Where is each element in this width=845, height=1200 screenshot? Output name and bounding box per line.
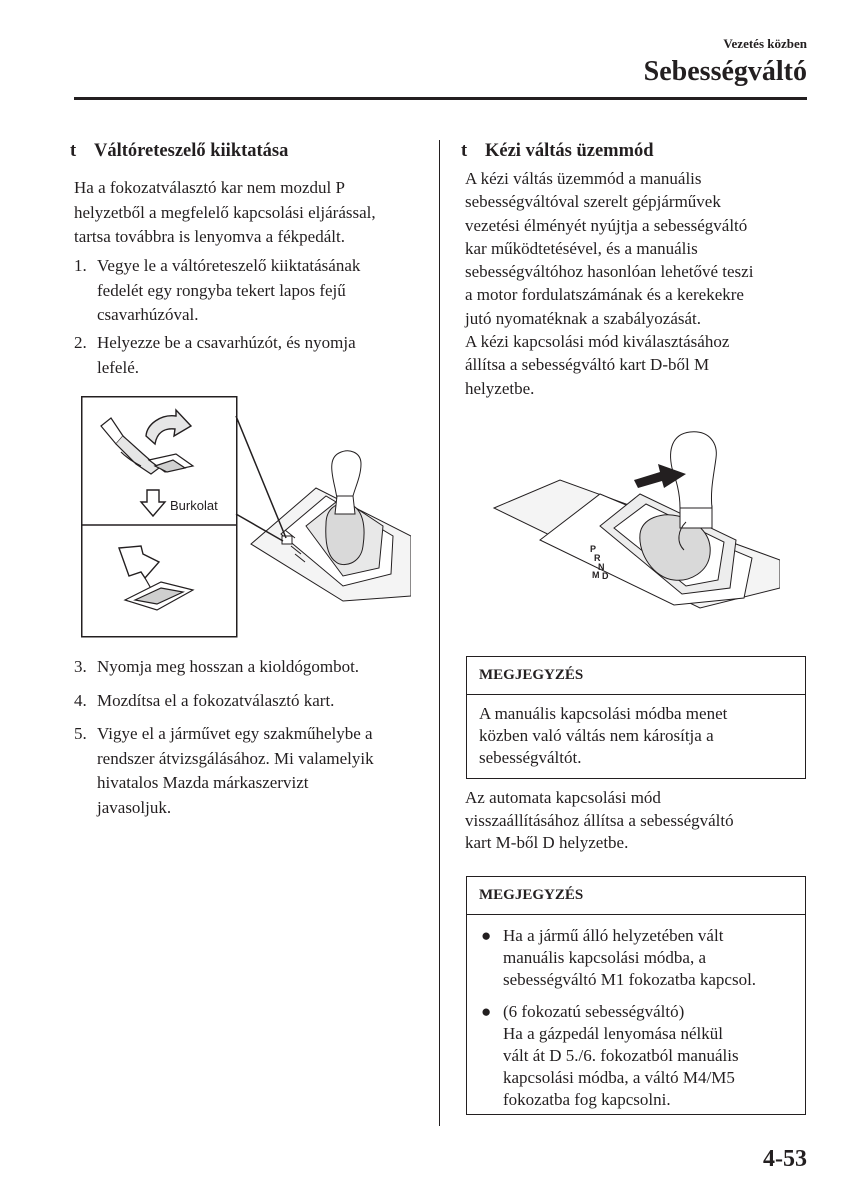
- note-title: MEGJEGYZÉS: [467, 877, 805, 915]
- gear-letter: P: [590, 544, 597, 554]
- text-line: (6 fokozatú sebességváltó): [503, 1002, 685, 1021]
- text-line: Mozdítsa el a fokozatválasztó kart.: [97, 691, 335, 710]
- text-line: fokozatba fog kapcsolni.: [503, 1090, 671, 1109]
- gear-letter: D: [602, 571, 609, 581]
- text-line: sebességváltóhoz hasonlóan lehetővé teszi: [465, 262, 754, 282]
- text-line: Ha a gázpedál lenyomása nélkül: [503, 1024, 723, 1043]
- text-line: hivatalos Mazda márkaszervizt: [97, 773, 309, 792]
- text-line: állítsa a sebességváltó kart D-ből M: [465, 355, 710, 375]
- text-line: közben való váltás nem károsítja a: [479, 726, 714, 745]
- text-line: kart M-ből D helyzetbe.: [465, 833, 629, 853]
- left-heading-text: Váltóreteszelő kiiktatása: [94, 141, 289, 161]
- figure-label-cover: Burkolat: [170, 498, 218, 513]
- header-rule: [74, 97, 807, 100]
- text-line: A kézi kapcsolási mód kiválasztásához: [465, 332, 730, 352]
- text-line: A manuális kapcsolási módba menet: [479, 704, 728, 723]
- text-line: vezetési élményét nyújtja a sebességváltó: [465, 215, 748, 235]
- right-middle: [465, 787, 734, 855]
- page-title: Sebességváltó: [643, 56, 807, 87]
- text-line: lefelé.: [97, 357, 139, 377]
- shift-lock-illustration: [81, 396, 411, 638]
- note-title: MEGJEGYZÉS: [467, 657, 805, 695]
- text-line: sebességváltó M1 fokozatba kapcsol.: [503, 970, 757, 989]
- right-intro: [465, 167, 753, 400]
- text-line: sebességváltóval szerelt gépjárművek: [465, 192, 721, 212]
- gear-letter: N: [598, 562, 605, 572]
- text-line: javasoljuk.: [97, 797, 172, 817]
- manual-mode-illustration: [490, 430, 780, 610]
- gear-shifter-drawing: [251, 451, 411, 601]
- bullet-item: [479, 925, 793, 991]
- bullet-mark: ●: [481, 1002, 492, 1021]
- text-line: vált át D 5./6. fokozatból manuális: [503, 1046, 739, 1065]
- bullet-mark: ●: [481, 926, 492, 945]
- text-line: a motor fordulatszámának és a kerekekre: [465, 285, 744, 305]
- text-line: jutó nyomatéknak a szabályozását.: [465, 308, 702, 328]
- text-line: visszaállításához állítsa a sebességváltó: [465, 810, 734, 830]
- shift-lock-figure: [81, 396, 411, 638]
- heading-marker: t: [461, 141, 468, 161]
- step-number: 1.: [74, 256, 87, 275]
- text-line: manuális kapcsolási módba, a: [503, 948, 707, 967]
- text-line: helyzetbe.: [465, 378, 535, 398]
- text-line: fedelét egy rongyba tekert lapos fejű: [97, 280, 346, 300]
- text-line: kar működtetésével, és a manuális: [465, 238, 698, 258]
- right-heading-text: Kézi váltás üzemmód: [485, 141, 654, 161]
- gear-letter: R: [594, 553, 601, 563]
- manual-mode-figure: [490, 430, 780, 610]
- text-line: Vigye el a járművet egy szakműhelybe a: [97, 724, 373, 743]
- step-number: 2.: [74, 333, 87, 352]
- text-line: Ha a jármű álló helyzetében vált: [503, 926, 724, 945]
- left-heading: [70, 141, 288, 162]
- text-line: csavarhúzóval.: [97, 305, 199, 324]
- text-line: tartsa továbbra is lenyomva a fékpedált.: [74, 227, 345, 246]
- step-number: 5.: [74, 724, 87, 743]
- text-line: helyzetből a megfelelő kapcsolási eljárással,: [74, 202, 376, 222]
- heading-marker: t: [70, 141, 77, 161]
- text-line: Helyezze be a csavarhúzót, és nyomja: [97, 333, 356, 352]
- section-label: Vezetés közben: [723, 36, 807, 51]
- note-box-1: [466, 656, 806, 779]
- gear-letter: M: [592, 570, 600, 580]
- left-intro: [74, 176, 376, 250]
- right-heading: [461, 141, 654, 162]
- note-box-2: [466, 876, 806, 1115]
- text-line: Ha a fokozatválasztó kar nem mozdul P: [74, 178, 345, 197]
- text-line: Vegye le a váltóreteszelő kiiktatásának: [97, 256, 361, 275]
- text-line: sebességváltót.: [479, 748, 582, 767]
- page-number: 4-53: [763, 1146, 807, 1172]
- step-number: 4.: [74, 691, 87, 710]
- text-line: A kézi váltás üzemmód a manuális: [465, 169, 702, 188]
- text-line: Nyomja meg hosszan a kioldógombot.: [97, 657, 360, 676]
- step-number: 3.: [74, 657, 87, 676]
- text-line: Az automata kapcsolási mód: [465, 788, 661, 807]
- bullet-item: [479, 1001, 793, 1111]
- text-line: kapcsolási módba, a váltó M4/M5: [503, 1068, 735, 1087]
- column-divider: [439, 140, 440, 1126]
- text-line: rendszer átvizsgálásához. Mi valamelyik: [97, 748, 374, 768]
